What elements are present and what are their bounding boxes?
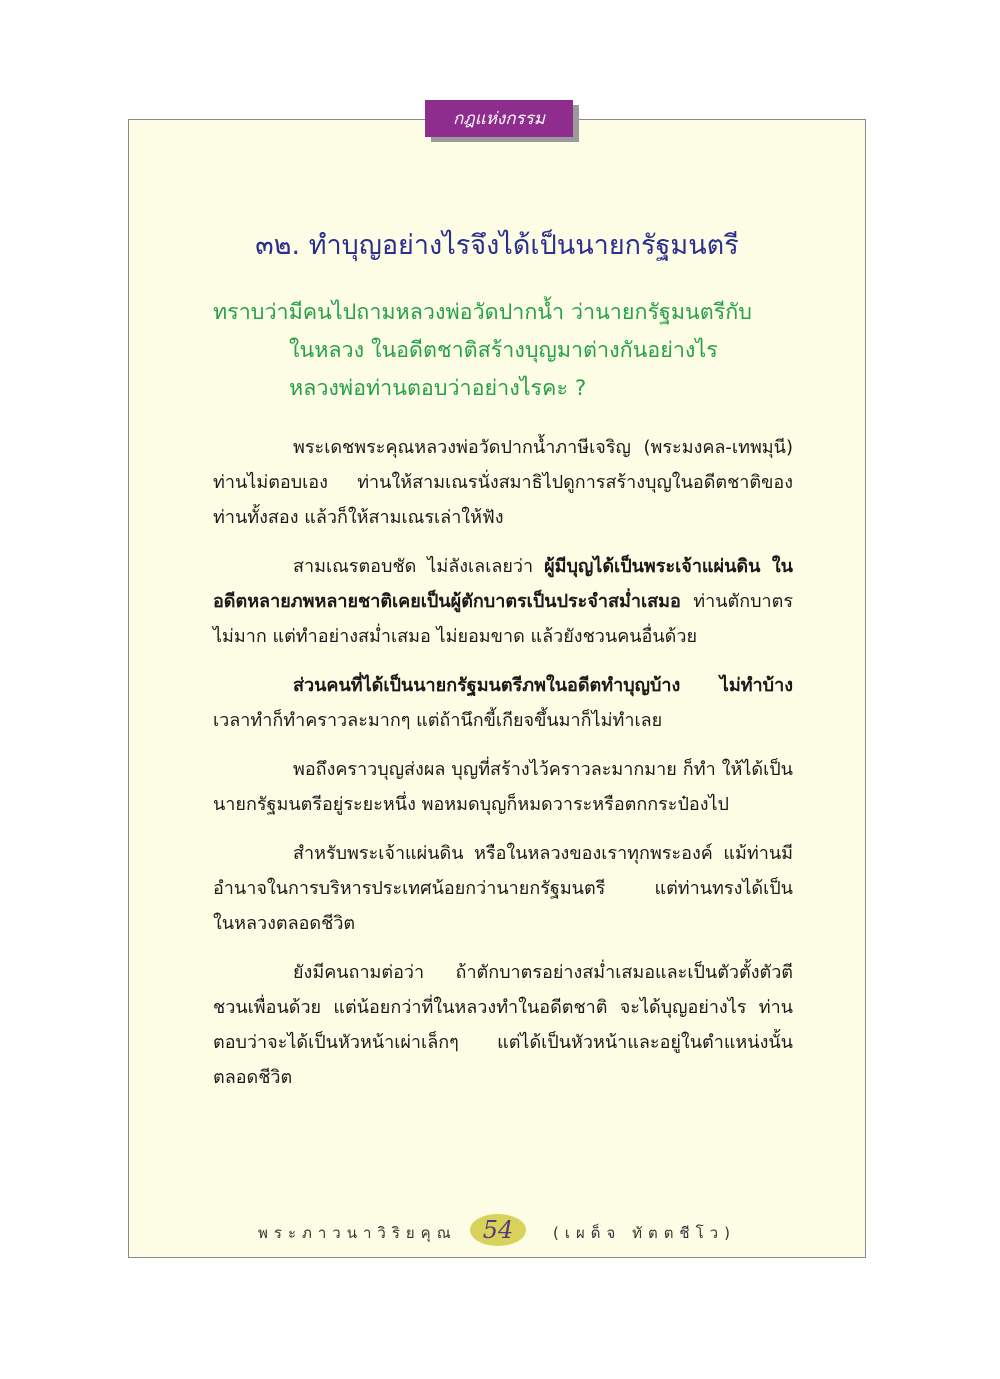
paragraph-text: พระเดชพระคุณหลวงพ่อวัดปากน้ำภาษีเจริญ (พระมงคล-เทพมุนี) ท่านไม่ตอบเอง ท่านให้สามเณรนั่งสมาธิไปดูการสร้างบุญในอดีตชาติของท่านทั้งสอง แล้วก็ให้สามเณรเล่าให้ฟัง — [213, 437, 793, 528]
paragraph-text: ยังมีคนถามต่อว่า ถ้าตักบาตรอย่างสม่ำเสมอและเป็นตัวตั้งตัวตีชวนเพื่อนด้วย แต่น้อยกว่าที่ในหลวงทำในอดีตชาติ จะได้บุญอย่างไร ท่านตอบว่าจะได้เป็นหัวหน้าเผ่าเล็กๆ แต่ได้เป็นหัวหน้าและอยู่ในตำแหน่งนั้นตลอดชีวิต — [213, 962, 793, 1088]
paragraph — [213, 430, 793, 535]
question-line: ในหลวง ในอดีตชาติสร้างบุญมาต่างกันอย่างไร — [289, 338, 718, 363]
paragraph-text: ท่านตักบาตรไม่มาก แต่ทำอย่างสม่ำเสมอ ไม่ยอมขาด แล้วยังชวนคนอื่นด้วย — [213, 591, 793, 647]
article-title: ๓๒. ทำบุญอย่างไรจึงได้เป็นนายกรัฐมนตรี — [255, 230, 739, 261]
question-line: หลวงพ่อท่านตอบว่าอย่างไรคะ ? — [289, 376, 587, 401]
paragraph — [213, 752, 793, 822]
page-number: 54 — [470, 1214, 526, 1246]
section-tab: กฎแห่งกรรม — [425, 100, 573, 137]
paragraph — [213, 955, 793, 1095]
paragraph-text: เวลาทำก็ทำคราวละมากๆ แต่ถ้านึกขี้เกียจขึ้นมาก็ไม่ทำเลย — [213, 710, 663, 731]
question-block — [213, 294, 793, 408]
paragraph-emphasis: ผู้มีบุญได้เป็นพระเจ้าแผ่นดิน ในอดีตหลายภพหลายชาติเคยเป็นผู้ตักบาตรเป็นประจำสม่ำเสมอ — [213, 556, 793, 612]
footer-book-title: พระภาวนาวิริยคุณ — [258, 1224, 457, 1242]
article-body — [213, 430, 793, 1109]
paragraph — [213, 549, 793, 654]
paragraph-emphasis: ส่วนคนที่ได้เป็นนายกรัฐมนตรีภพในอดีตทำบุญบ้าง ไม่ทำบ้าง — [293, 675, 793, 696]
footer-author: (เผด็จ ทัตตชีโว) — [553, 1224, 736, 1242]
paragraph-text: พอถึงคราวบุญส่งผล บุญที่สร้างไว้คราวละมากมาย ก็ทำ ให้ได้เป็นนายกรัฐมนตรีอยู่ระยะหนึ่ง พอหมดบุญก็หมดวาระหรือตกกระป๋องไป — [213, 759, 793, 815]
question-line: ทราบว่ามีคนไปถามหลวงพ่อวัดปากน้ำ ว่านายกรัฐมนตรีกับ — [213, 300, 752, 325]
paragraph — [213, 668, 793, 738]
paragraph-text: สามเณรตอบชัด ไม่ลังเลเลยว่า — [293, 556, 545, 577]
paragraph — [213, 836, 793, 941]
page-footer — [128, 1212, 866, 1252]
paragraph-text: สำหรับพระเจ้าแผ่นดิน หรือในหลวงของเราทุกพระองค์ แม้ท่านมีอำนาจในการบริหารประเทศน้อยกว่านายกรัฐมนตรี แต่ท่านทรงได้เป็นในหลวงตลอดชีวิต — [213, 843, 793, 934]
